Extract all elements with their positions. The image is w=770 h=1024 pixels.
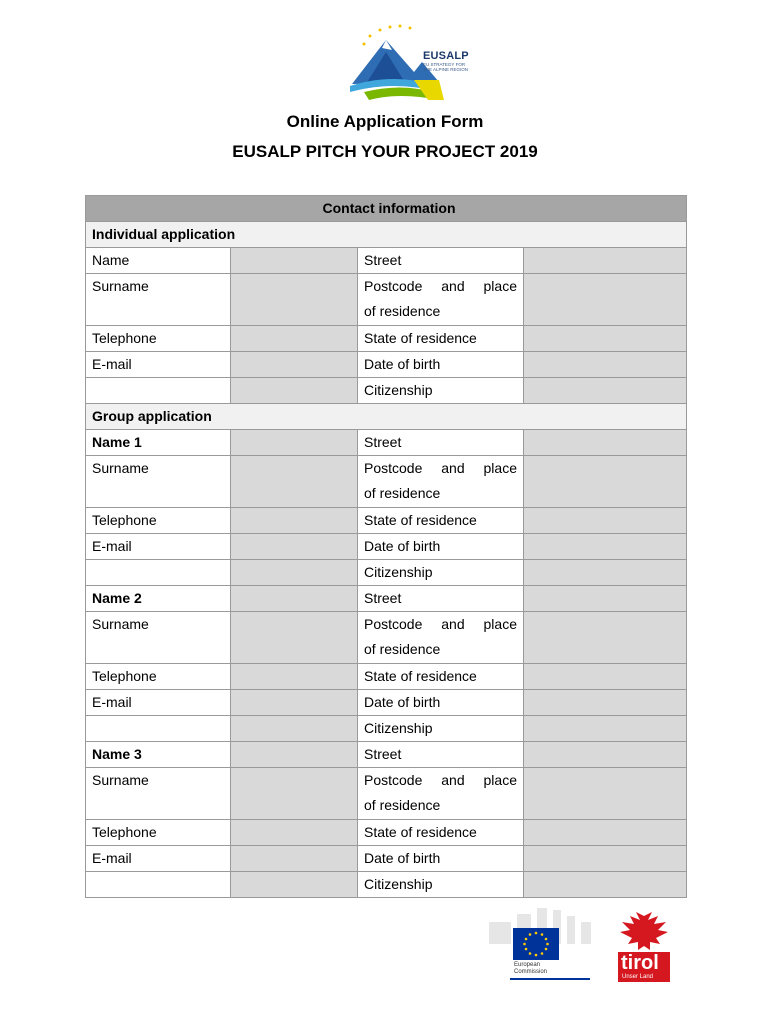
telephone-field[interactable] [231,820,358,846]
citizenship-field[interactable] [524,560,687,586]
email-field[interactable] [231,690,358,716]
surname-label: Surname [86,768,231,820]
eusalp-logo-text [423,50,473,72]
street-label: Street [358,430,524,456]
telephone-label: Telephone [86,664,231,690]
email-label: E-mail [86,690,231,716]
citizenship-field[interactable] [524,872,687,898]
table-heading: Contact information [86,196,687,222]
form-subtitle: EUSALP PITCH YOUR PROJECT 2019 [232,142,538,161]
postcode-field[interactable] [524,456,687,508]
street-label: Street [358,248,524,274]
street-field[interactable] [524,586,687,612]
postcode-label: Postcode and place of residence [358,768,524,820]
member-name-label: Name 3 [86,742,231,768]
telephone-field[interactable] [231,508,358,534]
tirol-subtitle: Unser Land [622,974,654,980]
telephone-label: Telephone [86,820,231,846]
member-name-label: Name 2 [86,586,231,612]
email-label: E-mail [86,352,231,378]
form-title: Online Application Form [286,112,484,131]
postcode-label: Postcode and place of residence [358,456,524,508]
group-application-section: Group application [86,404,687,430]
email-field[interactable] [231,352,358,378]
empty-label-cell [86,872,231,898]
state-field[interactable] [524,326,687,352]
email-label: E-mail [86,846,231,872]
dob-label: Date of birth [358,846,524,872]
citizenship-label: Citizenship [358,560,524,586]
postcode-field[interactable] [524,274,687,326]
citizenship-field[interactable] [524,378,687,404]
street-field[interactable] [524,430,687,456]
extra-field[interactable] [231,716,358,742]
street-field[interactable] [524,742,687,768]
empty-label-cell [86,716,231,742]
state-field[interactable] [524,508,687,534]
empty-label-cell [86,560,231,586]
street-label: Street [358,586,524,612]
email-label: E-mail [86,534,231,560]
extra-field[interactable] [231,378,358,404]
member-name-field[interactable] [231,430,358,456]
state-label: State of residence [358,820,524,846]
empty-label-cell [86,378,231,404]
ec-underline [510,978,590,980]
citizenship-label: Citizenship [358,872,524,898]
telephone-field[interactable] [231,326,358,352]
ec-label-line1: European [514,962,541,968]
citizenship-label: Citizenship [358,716,524,742]
name-label: Name [86,248,231,274]
surname-field[interactable] [231,274,358,326]
postcode-field[interactable] [524,768,687,820]
surname-field[interactable] [231,612,358,664]
state-label: State of residence [358,664,524,690]
street-field[interactable] [524,248,687,274]
dob-field[interactable] [524,690,687,716]
state-field[interactable] [524,820,687,846]
surname-label: Surname [86,456,231,508]
dob-field[interactable] [524,846,687,872]
tirol-wordmark: tirol [621,952,659,974]
surname-label: Surname [86,274,231,326]
name-field[interactable] [231,248,358,274]
telephone-field[interactable] [231,664,358,690]
member-name-label: Name 1 [86,430,231,456]
dob-label: Date of birth [358,534,524,560]
surname-label: Surname [86,612,231,664]
dob-label: Date of birth [358,690,524,716]
state-label: State of residence [358,326,524,352]
ec-label-line2: Commission [514,969,548,975]
individual-application-section: Individual application [86,222,687,248]
citizenship-field[interactable] [524,716,687,742]
citizenship-label: Citizenship [358,378,524,404]
eusalp-brand: EUSALP [423,50,469,62]
extra-field[interactable] [231,872,358,898]
postcode-label: Postcode and place of residence [358,612,524,664]
telephone-label: Telephone [86,326,231,352]
email-field[interactable] [231,846,358,872]
state-label: State of residence [358,508,524,534]
contact-information-table [85,195,687,898]
postcode-field[interactable] [524,612,687,664]
eusalp-tagline: EU STRATEGY FOR THE ALPINE REGION [423,62,469,72]
dob-field[interactable] [524,534,687,560]
extra-field[interactable] [231,560,358,586]
telephone-label: Telephone [86,508,231,534]
dob-label: Date of birth [358,352,524,378]
surname-field[interactable] [231,768,358,820]
dob-field[interactable] [524,352,687,378]
surname-field[interactable] [231,456,358,508]
state-field[interactable] [524,664,687,690]
member-name-field[interactable] [231,742,358,768]
member-name-field[interactable] [231,586,358,612]
ec-label [514,962,547,976]
street-label: Street [358,742,524,768]
postcode-label: Postcode and place of residence [358,274,524,326]
email-field[interactable] [231,534,358,560]
